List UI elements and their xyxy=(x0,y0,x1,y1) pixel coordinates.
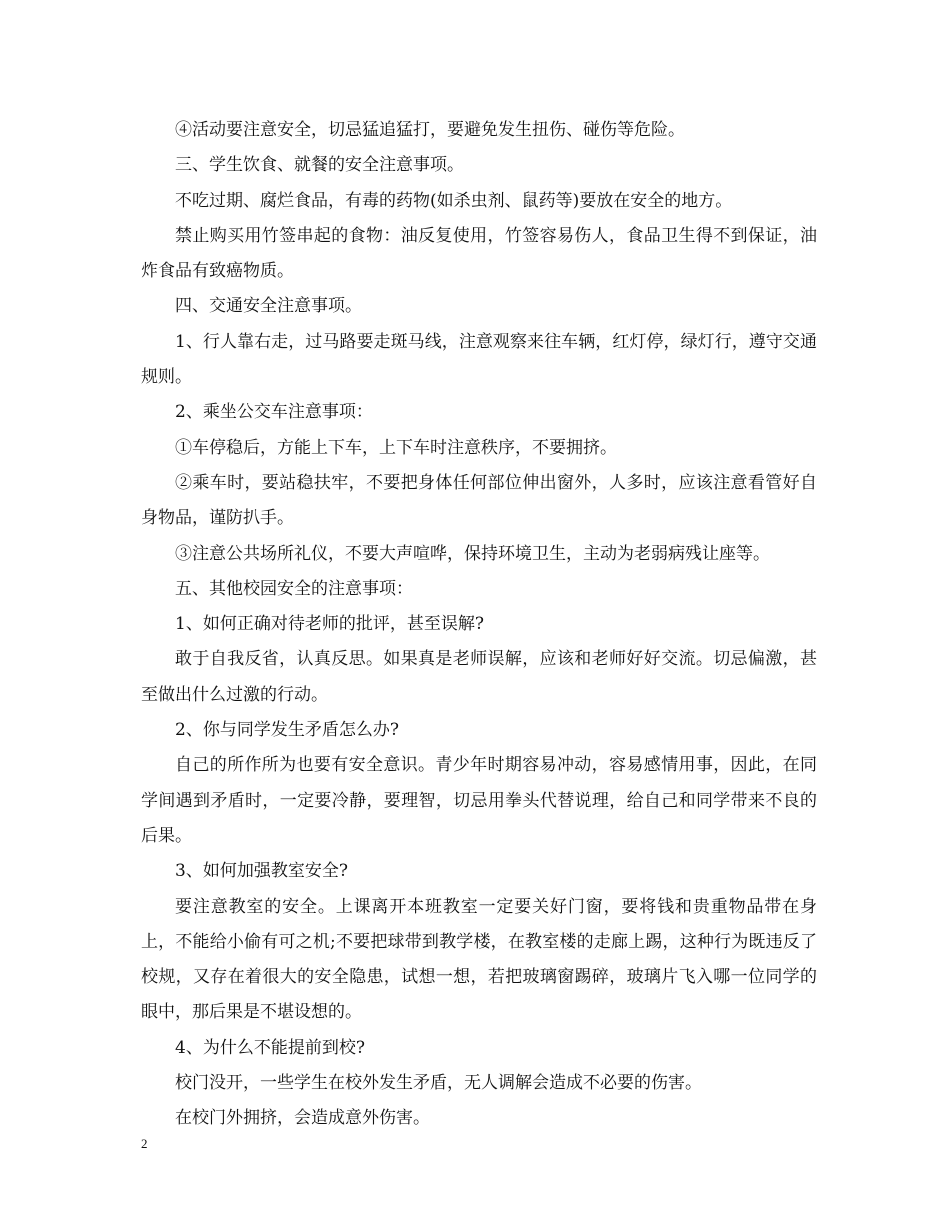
section-heading-3: 三、学生饮食、就餐的安全注意事项。 xyxy=(175,155,464,176)
paragraph-9: ②乘车时，要站稳扶牢，不要把身体任何部位伸出窗外，人多时，应该注意看管好自身物品，谨防扒手。 xyxy=(141,472,817,529)
paragraph-1: ④活动要注意安全，切忌猛追猛打，要避免发生扭伤、碰伤等危险。 xyxy=(175,120,685,140)
section-heading-5: 五、其他校园安全的注意事项： xyxy=(175,578,413,599)
paragraph-7: 2、乘坐公交车注意事项： xyxy=(175,402,373,423)
paragraph-20: 在校门外拥挤，会造成意外伤害。 xyxy=(175,1108,430,1129)
paragraph-8: ①车停稳后，方能上下车，上下车时注意秩序，不要拥挤。 xyxy=(175,437,617,458)
paragraph-14: 2、你与同学发生矛盾怎么办? xyxy=(175,720,399,741)
paragraph-17: 要注意教室的安全。上课离开本班教室一定要关好门窗，要将钱和贵重物品带在身上，不能给小偷有可之机;不要把球带到教学楼，在教室楼的走廊上踢，这种行为既违反了校规，又存在着很大的安全隐患，试想一想，若把玻璃窗踢碎，玻璃片飞入哪一位同学的眼中，那后果是不堪设想的。 xyxy=(141,896,817,1023)
paragraph-10: ③注意公共场所礼仪，不要大声喧哗，保持环境卫生，主动为老弱病残让座等。 xyxy=(175,543,770,564)
paragraph-16: 3、如何加强教室安全? xyxy=(175,861,348,882)
paragraph-3: 不吃过期、腐烂食品，有毒的药物(如杀虫剂、鼠药等)要放在安全的地方。 xyxy=(175,190,733,211)
section-heading-4: 四、交通安全注意事项。 xyxy=(175,296,362,317)
paragraph-4: 禁止购买用竹签串起的食物：油反复使用，竹签容易伤人，食品卫生得不到保证，油炸食品有致癌物质。 xyxy=(141,225,817,282)
paragraph-15: 自己的所作所为也要有安全意识。青少年时期容易冲动，容易感情用事，因此，在同学间遇到矛盾时，一定要冷静，要理智，切忌用拳头代替说理，给自己和同学带来不良的后果。 xyxy=(141,755,817,846)
paragraph-13: 敢于自我反省，认真反思。如果真是老师误解，应该和老师好好交流。切忌偏激，甚至做出什么过激的行动。 xyxy=(141,649,817,705)
page-number: 2 xyxy=(141,1136,148,1151)
document-body xyxy=(141,113,817,1137)
paragraph-19: 校门没开，一些学生在校外发生矛盾，无人调解会造成不必要的伤害。 xyxy=(175,1073,702,1094)
paragraph-18: 4、为什么不能提前到校? xyxy=(175,1037,365,1058)
paragraph-6: 1、行人靠右走，过马路要走斑马线，注意观察来往车辆，红灯停，绿灯行，遵守交通规则。 xyxy=(141,331,817,388)
paragraph-12: 1、如何正确对待老师的批评，甚至误解? xyxy=(175,614,484,635)
